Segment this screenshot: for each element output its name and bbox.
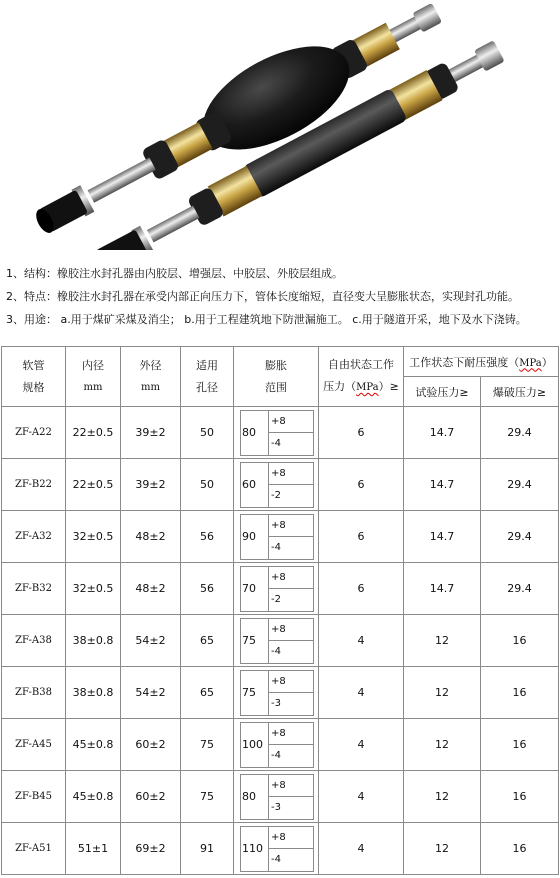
cell-model: ZF-A38 [2, 615, 66, 667]
cell-expansion-range [234, 823, 319, 875]
cell-expansion-range [234, 511, 319, 563]
expansion-tolerance [268, 515, 313, 559]
cell-burst-pressure: 16 [481, 615, 559, 667]
expansion-box [240, 670, 314, 716]
cell-outer-diameter: 54±2 [121, 667, 181, 719]
cell-model: ZF-A45 [2, 719, 66, 771]
expansion-minus: -3 [269, 796, 313, 819]
cell-hole-diameter: 91 [181, 823, 234, 875]
cell-test-pressure: 12 [404, 667, 481, 719]
expansion-base: 100 [242, 738, 263, 751]
expansion-box [240, 514, 314, 560]
expansion-minus: -4 [269, 640, 313, 663]
cell-hole-diameter: 65 [181, 667, 234, 719]
expansion-tolerance [268, 411, 313, 455]
col-header-model: 软管 规格 [2, 347, 66, 407]
table-row [2, 667, 559, 719]
expansion-minus: -4 [269, 848, 313, 871]
col-header-outer-diameter: 外径 mm [121, 347, 181, 407]
col-header-free-pressure: 自由状态工作 压力（MPa）≥ [319, 347, 404, 407]
expansion-box [240, 826, 314, 872]
cell-inner-diameter: 45±0.8 [66, 719, 121, 771]
table-row [2, 407, 559, 459]
expansion-base: 75 [242, 634, 256, 647]
expansion-plus: +8 [271, 467, 286, 479]
cell-burst-pressure: 16 [481, 719, 559, 771]
expansion-plus: +8 [271, 675, 286, 687]
expansion-minus: -3 [269, 692, 313, 715]
cell-hole-diameter: 65 [181, 615, 234, 667]
expansion-box [240, 566, 314, 612]
description-notes [6, 262, 558, 331]
cell-outer-diameter: 39±2 [121, 407, 181, 459]
cell-free-pressure: 4 [319, 823, 404, 875]
table-row [2, 771, 559, 823]
col-header-hole-diameter: 适用 孔径 [181, 347, 234, 407]
cell-expansion-range [234, 667, 319, 719]
table-row [2, 511, 559, 563]
cell-free-pressure: 6 [319, 407, 404, 459]
expansion-plus: +8 [271, 519, 286, 531]
expansion-minus: -2 [269, 484, 313, 507]
header-row-1 [2, 347, 559, 377]
expansion-tolerance [268, 723, 313, 767]
cell-model: ZF-A51 [2, 823, 66, 875]
cell-free-pressure: 4 [319, 667, 404, 719]
expansion-base: 80 [242, 790, 256, 803]
cell-model: ZF-B32 [2, 563, 66, 615]
cell-hole-diameter: 75 [181, 719, 234, 771]
expansion-box [240, 722, 314, 768]
cell-outer-diameter: 48±2 [121, 563, 181, 615]
product-photo [0, 0, 560, 250]
expansion-base: 90 [242, 530, 256, 543]
cell-test-pressure: 12 [404, 771, 481, 823]
cell-inner-diameter: 51±1 [66, 823, 121, 875]
cell-outer-diameter: 60±2 [121, 719, 181, 771]
spec-table [1, 346, 559, 875]
cell-burst-pressure: 16 [481, 771, 559, 823]
expansion-minus: -2 [269, 588, 313, 611]
spec-table-body [2, 407, 559, 875]
cell-model: ZF-A22 [2, 407, 66, 459]
cell-test-pressure: 14.7 [404, 459, 481, 511]
cell-test-pressure: 12 [404, 615, 481, 667]
cell-expansion-range [234, 407, 319, 459]
water-sealing-packer-image [0, 0, 560, 250]
cell-inner-diameter: 22±0.5 [66, 459, 121, 511]
expansion-box [240, 410, 314, 456]
cell-model: ZF-B38 [2, 667, 66, 719]
expansion-plus: +8 [271, 727, 286, 739]
expansion-base: 60 [242, 478, 256, 491]
cell-test-pressure: 14.7 [404, 563, 481, 615]
cell-expansion-range [234, 771, 319, 823]
cell-outer-diameter: 54±2 [121, 615, 181, 667]
expansion-box [240, 774, 314, 820]
cell-outer-diameter: 69±2 [121, 823, 181, 875]
cell-test-pressure: 14.7 [404, 407, 481, 459]
cell-model: ZF-B22 [2, 459, 66, 511]
col-header-working-pressure: 工作状态下耐压强度（MPa） [404, 347, 559, 377]
expansion-tolerance [268, 567, 313, 611]
expansion-box [240, 462, 314, 508]
cell-hole-diameter: 56 [181, 511, 234, 563]
expansion-base: 70 [242, 582, 256, 595]
cell-free-pressure: 4 [319, 771, 404, 823]
col-header-test-pressure: 试验压力≥ [404, 377, 481, 407]
cell-expansion-range [234, 563, 319, 615]
col-header-inner-diameter: 内径 mm [66, 347, 121, 407]
expansion-base: 75 [242, 686, 256, 699]
expansion-minus: -4 [269, 744, 313, 767]
cell-model: ZF-B45 [2, 771, 66, 823]
cell-hole-diameter: 50 [181, 459, 234, 511]
expansion-base: 110 [242, 842, 263, 855]
expansion-box [240, 618, 314, 664]
cell-burst-pressure: 29.4 [481, 459, 559, 511]
cell-expansion-range [234, 719, 319, 771]
expansion-tolerance [268, 827, 313, 871]
cell-hole-diameter: 50 [181, 407, 234, 459]
expansion-minus: -4 [269, 432, 313, 455]
cell-free-pressure: 4 [319, 615, 404, 667]
cell-model: ZF-A32 [2, 511, 66, 563]
cell-outer-diameter: 60±2 [121, 771, 181, 823]
expansion-plus: +8 [271, 571, 286, 583]
cell-test-pressure: 12 [404, 719, 481, 771]
cell-expansion-range [234, 459, 319, 511]
cell-burst-pressure: 16 [481, 823, 559, 875]
cell-burst-pressure: 29.4 [481, 407, 559, 459]
cell-inner-diameter: 22±0.5 [66, 407, 121, 459]
table-row [2, 563, 559, 615]
cell-burst-pressure: 29.4 [481, 511, 559, 563]
note-structure: 1、结构：橡胶注水封孔器由内胶层、增强层、中胶层、外胶层组成。 [6, 267, 343, 280]
cell-outer-diameter: 48±2 [121, 511, 181, 563]
note-usage: 3、用途： a.用于煤矿采煤及消尘； b.用于工程建筑地下防泄漏施工。 c.用于隧道开采，地下及水下浇铸。 [6, 313, 527, 326]
cell-expansion-range [234, 615, 319, 667]
expansion-tolerance [268, 775, 313, 819]
expansion-base: 80 [242, 426, 256, 439]
table-row [2, 719, 559, 771]
cell-inner-diameter: 32±0.5 [66, 511, 121, 563]
col-header-expansion-range: 膨胀 范围 [234, 347, 319, 407]
expansion-tolerance [268, 463, 313, 507]
note-features: 2、特点：橡胶注水封孔器在承受内部正向压力下，管体长度缩短，直径变大呈膨胀状态，实现封孔功能。 [6, 290, 519, 303]
table-row [2, 823, 559, 875]
cell-free-pressure: 6 [319, 563, 404, 615]
cell-outer-diameter: 39±2 [121, 459, 181, 511]
cell-free-pressure: 6 [319, 459, 404, 511]
expansion-plus: +8 [271, 623, 286, 635]
table-row [2, 615, 559, 667]
expansion-tolerance [268, 671, 313, 715]
expansion-plus: +8 [271, 779, 286, 791]
expansion-minus: -4 [269, 536, 313, 559]
expansion-tolerance [268, 619, 313, 663]
cell-burst-pressure: 29.4 [481, 563, 559, 615]
cell-hole-diameter: 75 [181, 771, 234, 823]
cell-free-pressure: 4 [319, 719, 404, 771]
expansion-plus: +8 [271, 831, 286, 843]
table-row [2, 459, 559, 511]
cell-free-pressure: 6 [319, 511, 404, 563]
cell-inner-diameter: 32±0.5 [66, 563, 121, 615]
cell-hole-diameter: 56 [181, 563, 234, 615]
cell-inner-diameter: 45±0.8 [66, 771, 121, 823]
col-header-burst-pressure: 爆破压力≥ [481, 377, 559, 407]
cell-inner-diameter: 38±0.8 [66, 615, 121, 667]
cell-burst-pressure: 16 [481, 667, 559, 719]
expansion-plus: +8 [271, 415, 286, 427]
cell-test-pressure: 14.7 [404, 511, 481, 563]
cell-test-pressure: 12 [404, 823, 481, 875]
cell-inner-diameter: 38±0.8 [66, 667, 121, 719]
